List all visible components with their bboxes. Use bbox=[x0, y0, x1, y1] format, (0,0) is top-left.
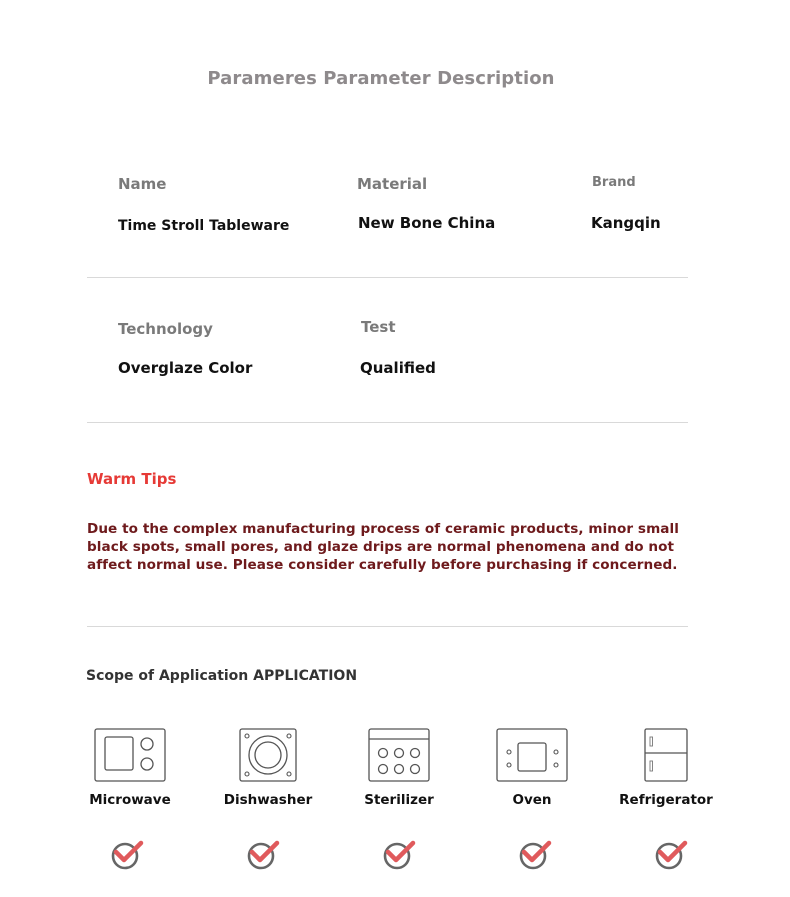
oven-icon bbox=[496, 728, 568, 782]
check-icon bbox=[380, 838, 420, 872]
param-value-test: Qualified bbox=[360, 359, 436, 377]
param-value-name: Time Stroll Tableware bbox=[118, 218, 290, 234]
sterilizer-icon bbox=[368, 728, 430, 782]
appliance-microwave bbox=[70, 728, 190, 808]
check-icon bbox=[652, 838, 692, 872]
refrigerator-icon bbox=[644, 728, 688, 782]
appliance-label: Microwave bbox=[89, 792, 171, 808]
appliance-dishwasher bbox=[208, 728, 328, 808]
page-title: Parameres Parameter Description bbox=[207, 68, 555, 89]
appliance-label: Refrigerator bbox=[619, 792, 713, 808]
appliance-oven bbox=[472, 728, 592, 808]
appliance-refrigerator bbox=[606, 728, 726, 808]
param-label-brand: Brand bbox=[592, 175, 636, 190]
dishwasher-icon bbox=[239, 728, 297, 782]
param-value-material: New Bone China bbox=[358, 214, 496, 232]
param-value-technology: Overglaze Color bbox=[118, 359, 253, 377]
param-value-brand: Kangqin bbox=[591, 214, 661, 232]
appliance-label: Oven bbox=[512, 792, 552, 808]
param-label-material: Material bbox=[357, 175, 428, 193]
warm-tips-title: Warm Tips bbox=[87, 470, 177, 488]
appliance-label: Sterilizer bbox=[364, 792, 434, 808]
check-icon bbox=[516, 838, 556, 872]
microwave-icon bbox=[94, 728, 166, 782]
param-label-test: Test bbox=[361, 318, 396, 336]
check-icon bbox=[108, 838, 148, 872]
check-icon bbox=[244, 838, 284, 872]
param-label-technology: Technology bbox=[118, 320, 213, 338]
param-label-name: Name bbox=[118, 175, 167, 193]
appliance-label: Dishwasher bbox=[223, 792, 313, 808]
divider bbox=[87, 626, 688, 627]
divider bbox=[87, 422, 688, 423]
divider bbox=[87, 277, 688, 278]
scope-title: Scope of Application APPLICATION bbox=[86, 668, 358, 684]
appliance-sterilizer bbox=[339, 728, 459, 808]
warm-tips-text: Due to the complex manufacturing process of ceramic products, minor small black spots, small pores, and glaze drips are normal phenomena and do not affect normal use. Please consider carefully before purchasing if concerned. bbox=[87, 521, 679, 573]
